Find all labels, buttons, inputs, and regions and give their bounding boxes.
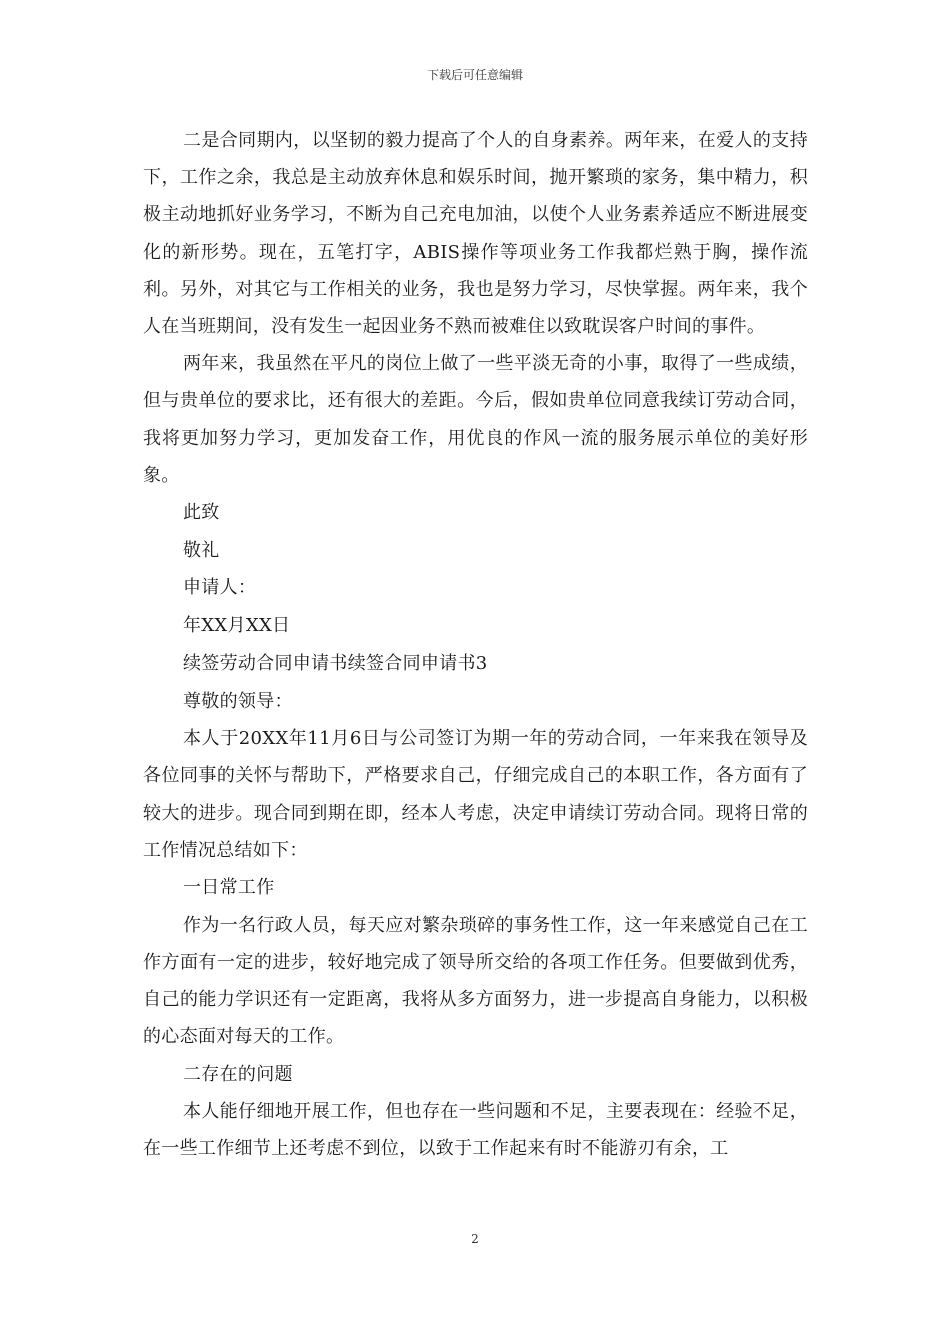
page-header-note: 下载后可任意编辑: [426, 68, 523, 82]
heading-daily-work: 一日常工作: [183, 877, 275, 899]
paragraph-problems: 本人能仔细地开展工作，但也存在一些问题和不足，主要表现在：经验不足，在一些工作细节上还考虑不到位，以致于工作起来有时不能游刃有余，工: [143, 1101, 808, 1160]
section-title: 续签劳动合同申请书续签合同申请书3: [183, 652, 488, 674]
closing-regards: 敬礼: [183, 539, 220, 561]
paragraph-contract-intro: 本人于20XX年11月6日与公司签订为期一年的劳动合同，一年来我在领导及各位同事的关怀与帮助下，严格要求自己，仔细完成自己的本职工作，各方面有了较大的进步。现合同到期在即，经本人考虑，决定申请续订劳动合同。现将日常的工作情况总结如下：: [143, 728, 808, 861]
date-line: 年XX月XX日: [183, 615, 291, 637]
paragraph-two-years-summary: 两年来，我虽然在平凡的岗位上做了一些平淡无奇的小事，取得了一些成绩，但与贵单位的要求比，还有很大的差距。今后，假如贵单位同意我续订劳动合同，我将更加努力学习，更加发奋工作，用优良的作风一流的服务展示单位的美好形象。: [143, 353, 808, 486]
heading-problems: 二存在的问题: [183, 1063, 293, 1085]
closing-salutation: 此致: [183, 502, 220, 524]
page-number: 2: [471, 1232, 479, 1246]
applicant-label: 申请人：: [183, 577, 257, 599]
paragraph-self-improvement: 二是合同期内，以坚韧的毅力提高了个人的自身素养。两年来，在爱人的支持下，工作之余，我总是主动放弃休息和娱乐时间，抛开繁琐的家务，集中精力，积极主动地抓好业务学习，不断为自己充电加油，以使个人业务素养适应不断进展变化的新形势。现在，五笔打字，ABIS操作等项业务工作我都烂熟于胸，操作流利。另外，对其它与工作相关的业务，我也是努力学习，尽快掌握。两年来，我个人在当班期间，没有发生一起因业务不熟而被难住以致耽误客户时间的事件。: [143, 130, 808, 338]
document-body: [143, 122, 808, 1168]
paragraph-daily-work: 作为一名行政人员，每天应对繁杂琐碎的事务性工作，这一年来感觉自己在工作方面有一定的进步，较好地完成了领导所交给的各项工作任务。但要做到优秀，自己的能力学识还有一定距离，我将从多方面努力，进一步提高自身能力，以积极的心态面对每天的工作。: [143, 914, 808, 1048]
greeting: 尊敬的领导：: [183, 690, 293, 712]
